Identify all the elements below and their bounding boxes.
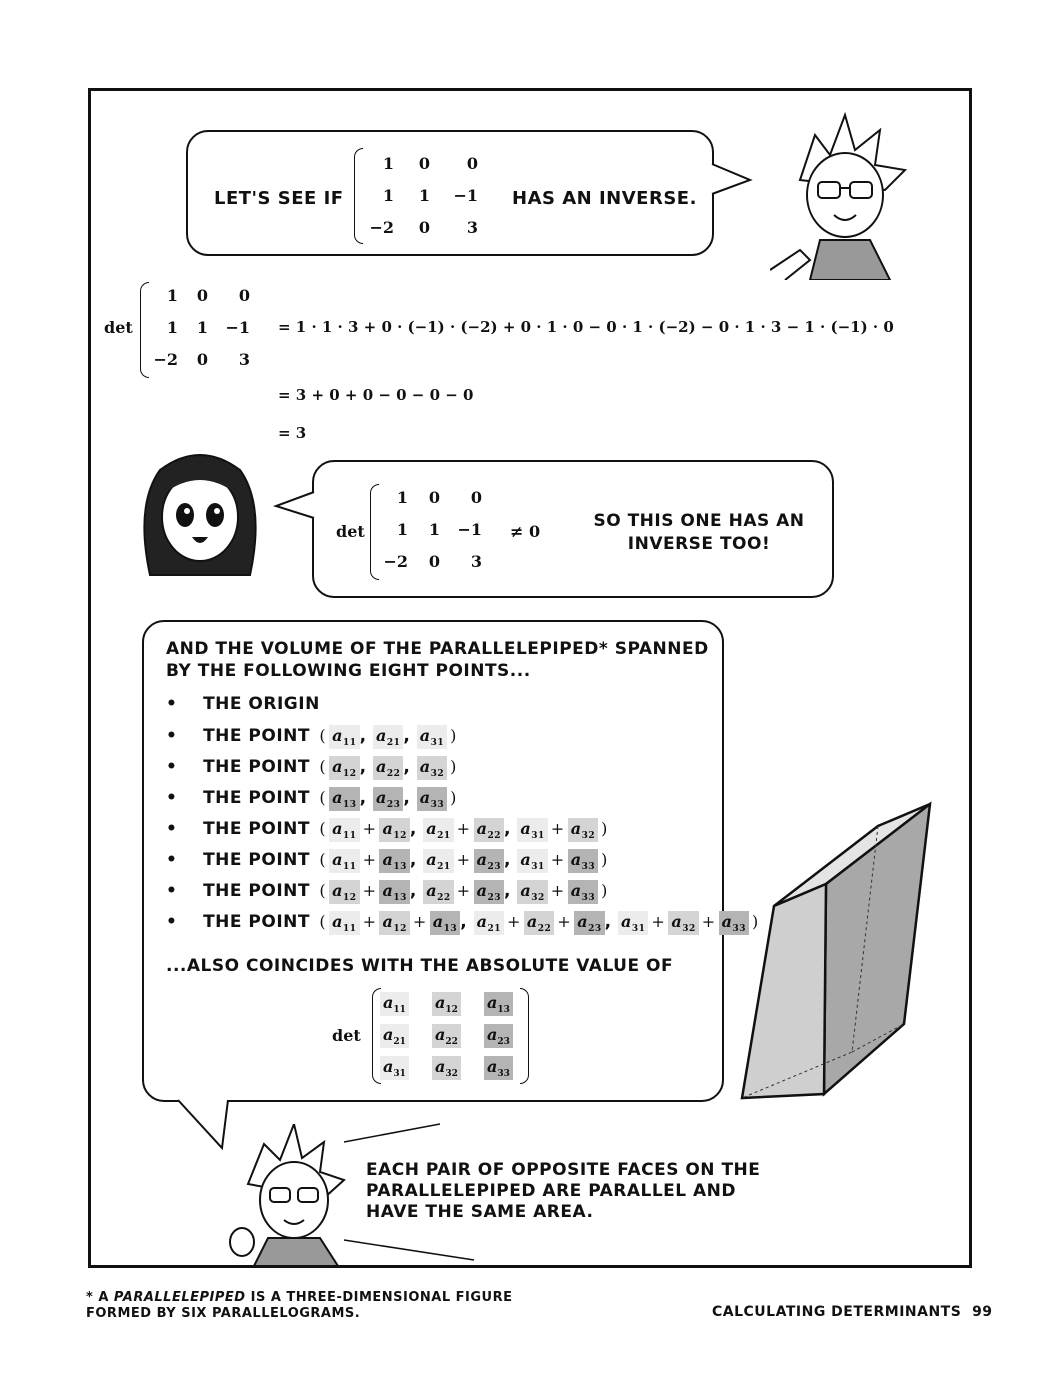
list-item: • THE POINT ( $a_{13}$ , $a_{23}$ , $a_{33}$ ): [166, 788, 457, 811]
m-cell: 1: [396, 488, 408, 507]
m-cell: 0: [466, 154, 478, 173]
det-label-3: det: [332, 1026, 361, 1045]
list-item: [166, 694, 320, 714]
footnote-term: PARALLELEPIPED: [113, 1290, 246, 1305]
m-cell: −1: [453, 186, 478, 205]
det-label: det: [104, 318, 133, 337]
m-cell: 3: [470, 552, 482, 571]
speech3-outro: ...ALSO COINCIDES WITH THE ABSOLUTE VALUE OF: [166, 956, 674, 976]
m-cell: 0: [418, 154, 430, 173]
symbolic-matrix: $a_{11}$ $a_{12}$ $a_{13}$ $a_{21}$ $a_{22}$ $a_{23}$ $a_{31}$ $a_{32}$ $a_{33}$: [370, 988, 530, 1084]
matrix-inline-1: [350, 148, 500, 244]
m-cell: 0: [418, 218, 430, 237]
speech1-before: LET'S SEE IF: [214, 188, 344, 209]
bullet: •: [166, 726, 178, 746]
m-cell: −1: [225, 318, 250, 337]
bullet: •: [166, 788, 178, 808]
m-cell: 0: [470, 488, 482, 507]
bullet: •: [166, 819, 178, 839]
bullet: •: [166, 694, 178, 714]
speech1-after: HAS AN INVERSE.: [512, 188, 697, 209]
calc-line-2: = 3 + 0 + 0 − 0 − 0 − 0: [278, 386, 474, 404]
point-label: THE POINT: [203, 819, 310, 839]
m-cell: 1: [382, 154, 394, 173]
m-cell: −2: [369, 218, 394, 237]
footnote-rest: IS A THREE-DIMENSIONAL FIGURE FORMED BY SIX PARALLELOGRAMS.: [86, 1290, 513, 1321]
point-label: THE POINT: [203, 912, 310, 932]
list-item: • THE POINT ( $a_{11} + a_{13}$ , $a_{21} + a_{23}$ , $a_{31} + a_{33}$ ): [166, 850, 608, 873]
m-cell: 0: [428, 488, 440, 507]
calc-line-3: = 3: [278, 424, 307, 442]
point-label: THE POINT: [203, 881, 310, 901]
m-cell: 0: [428, 552, 440, 571]
speech2-text: SO THIS ONE HAS AN INVERSE TOO!: [593, 511, 805, 554]
character-boy-glasses-icon: [770, 110, 920, 280]
m-cell: 1: [428, 520, 440, 539]
speech4-text: EACH PAIR OF OPPOSITE FACES ON THE PARALLELEPIPED ARE PARALLEL AND HAVE THE SAME AREA.: [366, 1160, 761, 1222]
list-item: • THE POINT ( $a_{11}$ , $a_{21}$ , $a_{31}$ ): [166, 726, 457, 749]
matrix-det-1: [138, 282, 278, 378]
m-cell: 1: [382, 186, 394, 205]
point-label: THE POINT: [203, 850, 310, 870]
speech-bubble-tail-icon: [710, 160, 756, 200]
m-cell: 1: [396, 520, 408, 539]
list-item: • THE POINT ( $a_{11} + a_{12} + a_{13}$ , $a_{21} + a_{22} + a_{23}$ , $a_{31} + a_{32} + a_{33}$ ): [166, 912, 759, 935]
m-cell: 1: [166, 286, 178, 305]
origin-label: THE ORIGIN: [203, 694, 320, 714]
speech-bubble-top: [186, 130, 714, 256]
points-list: [166, 694, 759, 950]
matrix-det-2: [368, 484, 508, 580]
speech-bubble-tail-icon: [272, 488, 316, 528]
neq-zero: ≠ 0: [510, 522, 541, 541]
page-number: 99: [972, 1304, 993, 1320]
m-cell: 0: [196, 286, 208, 305]
m-cell: −1: [457, 520, 482, 539]
point-label: THE POINT: [203, 726, 310, 746]
bullet: •: [166, 912, 178, 932]
calc-line-1: = 1 · 1 · 3 + 0 · (−1) · (−2) + 0 · 1 · 0 − 0 · 1 · (−2) − 0 · 1 · 3 − 1 · (−1) · 0: [278, 318, 894, 336]
page-footer: [712, 1304, 993, 1320]
det-label-2: det: [336, 522, 365, 541]
bullet: •: [166, 850, 178, 870]
point-label: THE POINT: [203, 788, 310, 808]
character-girl-icon: [130, 445, 270, 585]
point-label: THE POINT: [203, 757, 310, 777]
footnote-star: * A: [86, 1290, 109, 1305]
m-cell: −2: [383, 552, 408, 571]
list-item: • THE POINT ( $a_{12}$ , $a_{22}$ , $a_{32}$ ): [166, 757, 457, 780]
parallelepiped-figure-icon: [730, 796, 940, 1112]
footnote: [86, 1290, 556, 1322]
section-title: CALCULATING DETERMINANTS: [712, 1304, 962, 1320]
m-cell: 3: [466, 218, 478, 237]
m-cell: 0: [196, 350, 208, 369]
list-item: • THE POINT ( $a_{11} + a_{12}$ , $a_{21} + a_{22}$ , $a_{31} + a_{32}$ ): [166, 819, 608, 842]
m-cell: 3: [238, 350, 250, 369]
bullet: •: [166, 881, 178, 901]
speech3-intro: AND THE VOLUME OF THE PARALLELEPIPED* SPANNED BY THE FOLLOWING EIGHT POINTS...: [166, 639, 709, 681]
m-cell: 1: [418, 186, 430, 205]
speech-bubble-volume: [142, 620, 759, 1102]
m-cell: −2: [153, 350, 178, 369]
m-cell: 1: [166, 318, 178, 337]
list-item: • THE POINT ( $a_{12} + a_{13}$ , $a_{22} + a_{23}$ , $a_{32} + a_{33}$ ): [166, 881, 608, 904]
speech-bubble-girl: [312, 460, 834, 598]
character-boy-glasses-icon: [224, 1124, 354, 1266]
m-cell: 0: [238, 286, 250, 305]
m-cell: 1: [196, 318, 208, 337]
bullet: •: [166, 757, 178, 777]
